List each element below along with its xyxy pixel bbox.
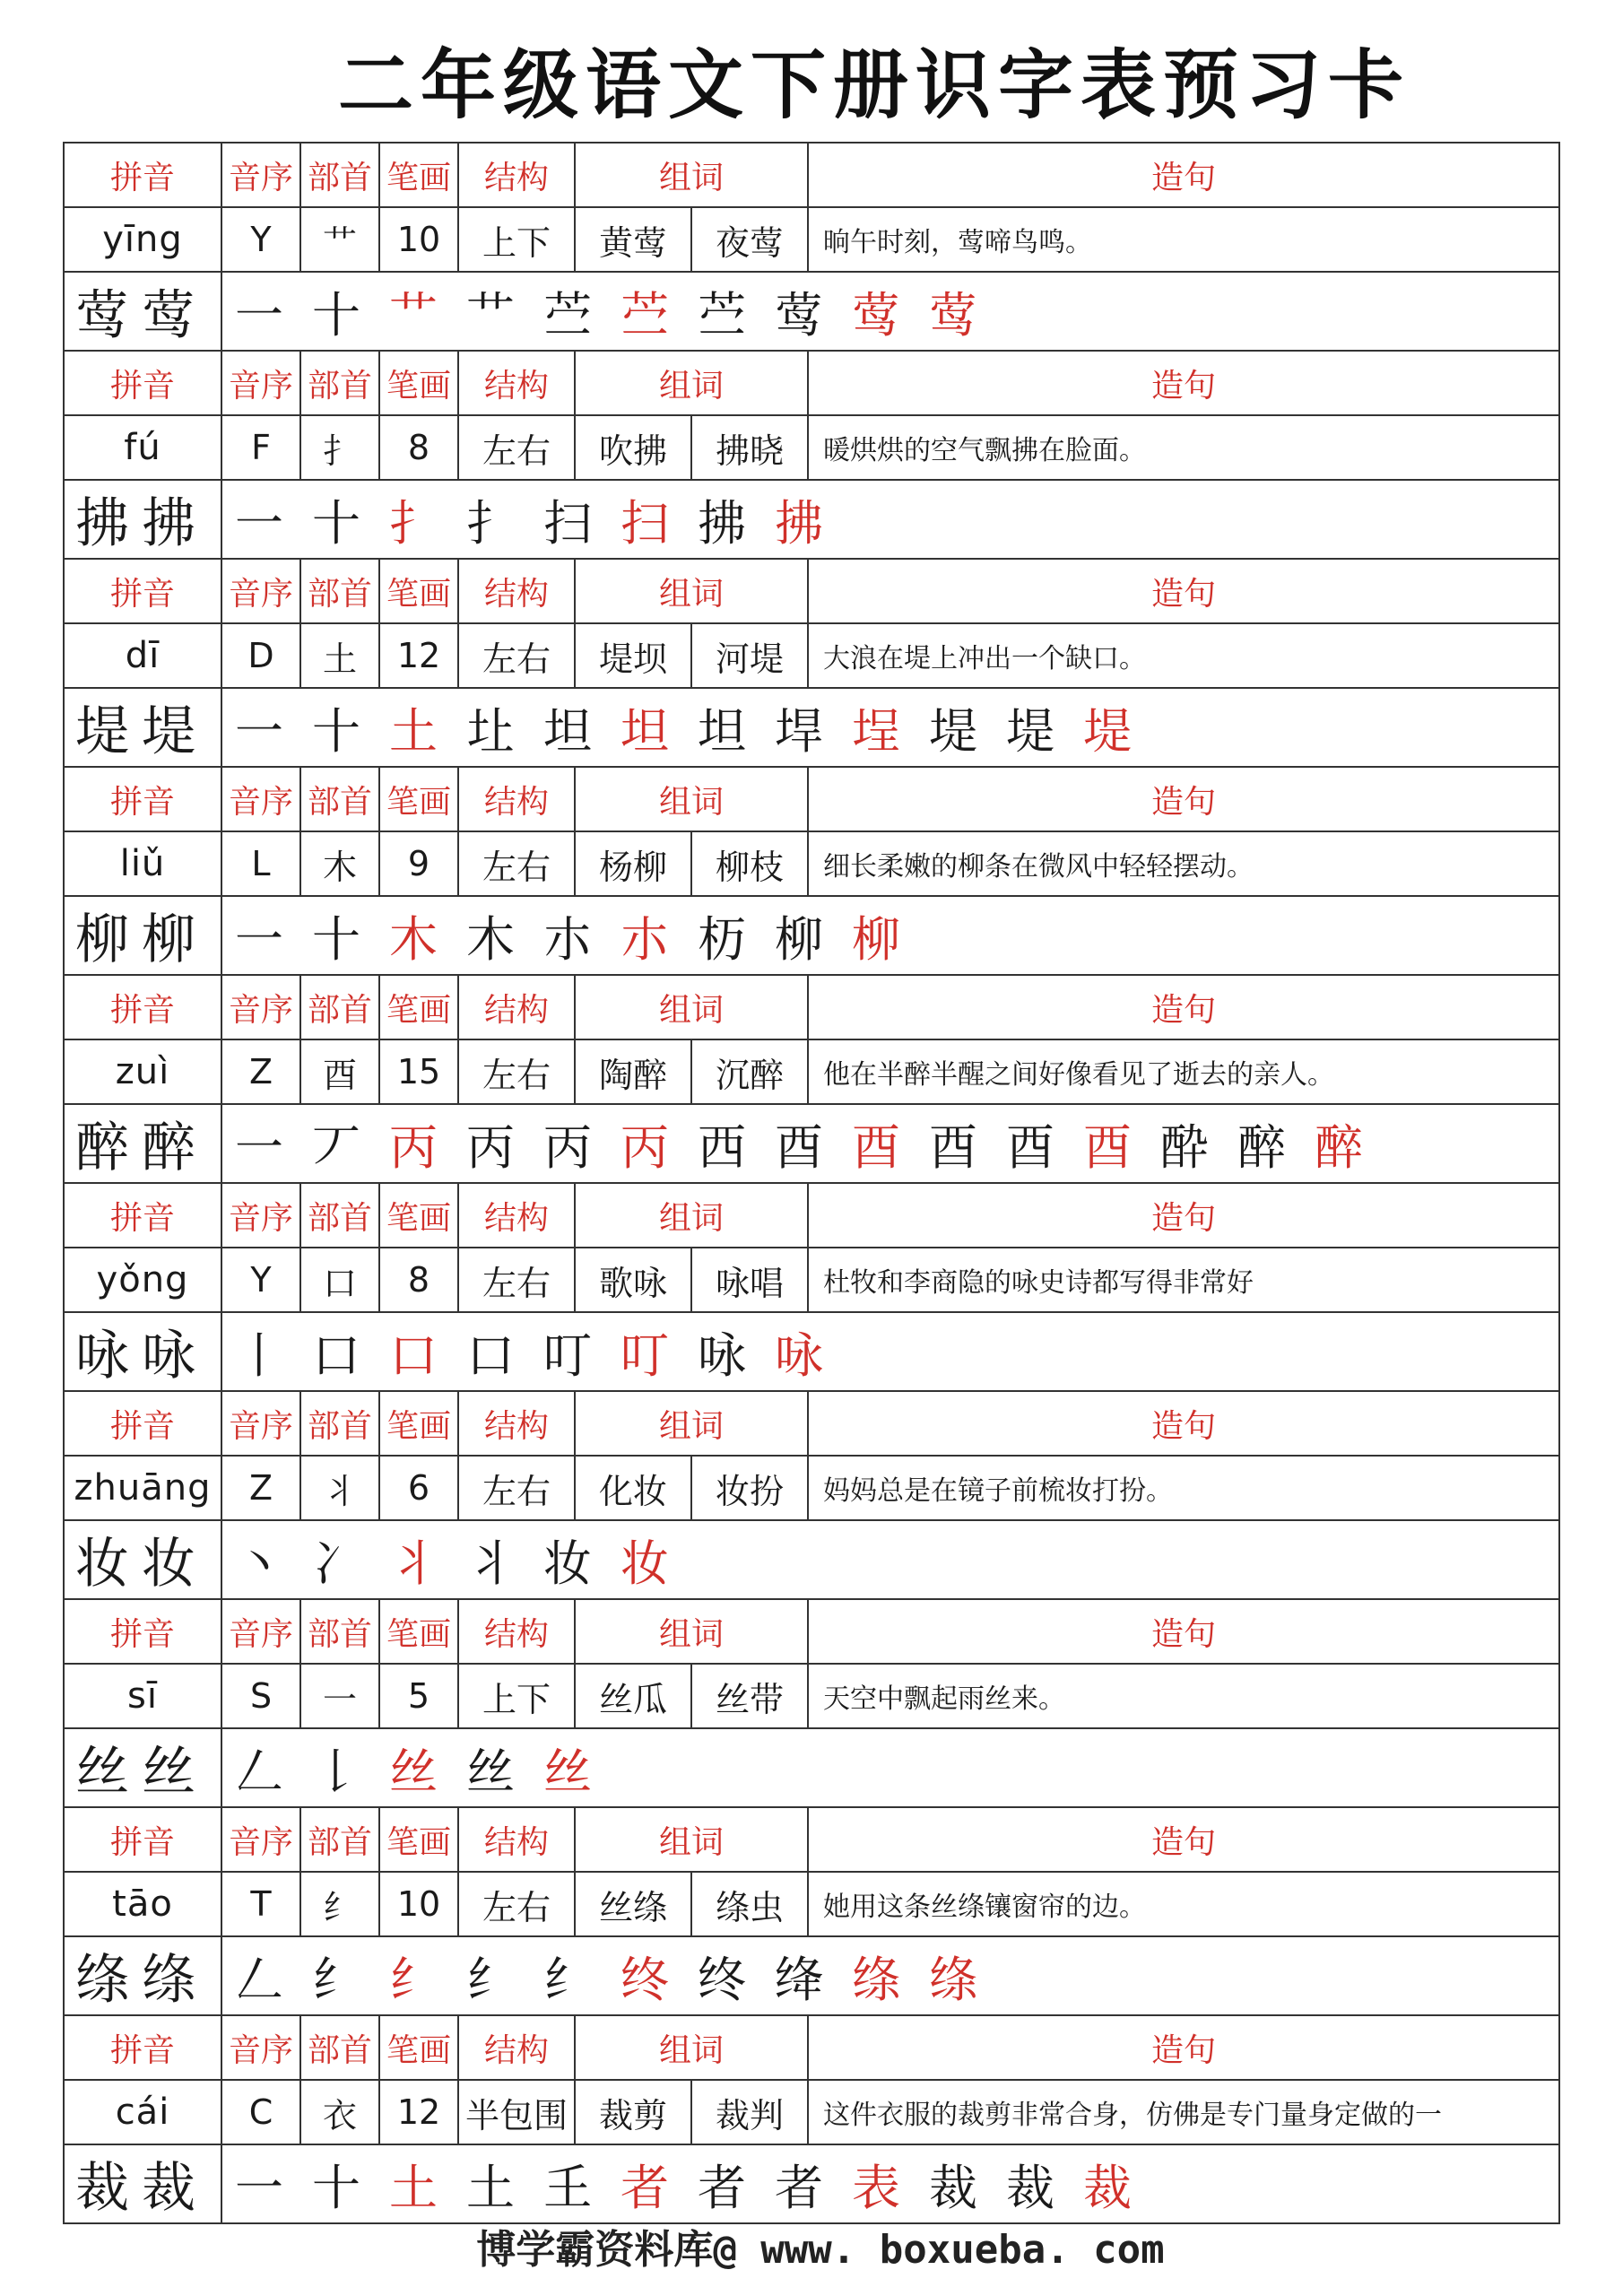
yinxu-cell: Z xyxy=(221,1456,300,1520)
stroke-step: 扌 xyxy=(466,494,531,552)
stroke-step: 圵 xyxy=(466,702,531,760)
header-jiegou: 结构 xyxy=(458,1599,575,1664)
header-pinyin: 拼音 xyxy=(64,1599,221,1664)
header-yinxu: 音序 xyxy=(221,1183,300,1248)
stroke-step: 酉 xyxy=(852,1118,916,1176)
stroke-step: 叮 xyxy=(543,1326,608,1384)
header-bihua: 笔画 xyxy=(379,351,458,415)
bushou-cell: 丬 xyxy=(300,1456,379,1520)
stroke-step: 朩 xyxy=(621,910,685,968)
stroke-step: 柳 xyxy=(852,910,916,968)
stroke-step: 堤 xyxy=(929,702,994,760)
character-cell: 妆妆 xyxy=(64,1520,221,1599)
header-yinxu: 音序 xyxy=(221,559,300,623)
stroke-order-cell xyxy=(221,1520,1559,1599)
word2-cell: 绦虫 xyxy=(691,1872,808,1936)
word2-cell: 丝带 xyxy=(691,1664,808,1728)
yinxu-cell: L xyxy=(221,831,300,896)
stroke-step: 妆 xyxy=(621,1535,685,1592)
stroke-row xyxy=(64,480,1559,559)
sentence-cell: 这件衣服的裁剪非常合身，仿佛是专门量身定做的一 xyxy=(808,2080,1559,2144)
jiegou-cell: 半包围 xyxy=(458,2080,575,2144)
stroke-step: 𡈼 xyxy=(543,2159,608,2216)
stroke-step: 者 xyxy=(775,2159,839,2216)
stroke-order-cell xyxy=(221,1936,1559,2015)
stroke-step: 木 xyxy=(466,910,531,968)
stroke-step: 口 xyxy=(312,1326,377,1384)
header-zuci: 组词 xyxy=(575,1183,808,1248)
bushou-cell: 木 xyxy=(300,831,379,896)
jiegou-cell: 左右 xyxy=(458,623,575,688)
header-bushou: 部首 xyxy=(300,143,379,207)
bushou-cell: 艹 xyxy=(300,207,379,272)
bushou-cell: 一 xyxy=(300,1664,379,1728)
stroke-step: 拂 xyxy=(775,494,839,552)
stroke-step: 十 xyxy=(312,2159,377,2216)
word2-cell: 柳枝 xyxy=(691,831,808,896)
stroke-row xyxy=(64,688,1559,767)
sentence-cell: 她用这条丝绦镶窗帘的边。 xyxy=(808,1872,1559,1936)
header-zaoju: 造句 xyxy=(808,2015,1559,2080)
bihua-cell: 10 xyxy=(379,207,458,272)
header-bushou: 部首 xyxy=(300,351,379,415)
stroke-step: 绛 xyxy=(775,1951,839,2008)
stroke-step: 一 xyxy=(235,2159,299,2216)
character-cell: 柳柳 xyxy=(64,896,221,975)
header-bihua: 笔画 xyxy=(379,1807,458,1872)
sentence-cell: 晌午时刻，莺啼鸟鸣。 xyxy=(808,207,1559,272)
stroke-row xyxy=(64,2144,1559,2223)
header-bushou: 部首 xyxy=(300,1183,379,1248)
header-zuci: 组词 xyxy=(575,2015,808,2080)
header-zuci: 组词 xyxy=(575,143,808,207)
pinyin-cell: zuì xyxy=(64,1039,221,1104)
header-pinyin: 拼音 xyxy=(64,1391,221,1456)
stroke-row xyxy=(64,1520,1559,1599)
page-title: 二年级语文下册识字表预习卡 xyxy=(337,41,1410,129)
stroke-order-cell xyxy=(221,1104,1559,1183)
character-cell: 拂拂 xyxy=(64,480,221,559)
stroke-step: 口 xyxy=(389,1326,454,1384)
header-zaoju: 造句 xyxy=(808,1391,1559,1456)
stroke-step: 坦 xyxy=(621,702,685,760)
header-bihua: 笔画 xyxy=(379,559,458,623)
stroke-order-cell xyxy=(221,1728,1559,1807)
header-yinxu: 音序 xyxy=(221,975,300,1039)
stroke-step: 酉 xyxy=(929,1118,994,1176)
jiegou-cell: 上下 xyxy=(458,1664,575,1728)
bushou-cell: 口 xyxy=(300,1248,379,1312)
stroke-step: 十 xyxy=(312,702,377,760)
bushou-cell: 酉 xyxy=(300,1039,379,1104)
header-zaoju: 造句 xyxy=(808,143,1559,207)
bihua-cell: 10 xyxy=(379,1872,458,1936)
header-zaoju: 造句 xyxy=(808,1807,1559,1872)
header-row xyxy=(64,2015,1559,2080)
header-bushou: 部首 xyxy=(300,1391,379,1456)
bihua-cell: 15 xyxy=(379,1039,458,1104)
stroke-row xyxy=(64,272,1559,351)
stroke-step: 丝 xyxy=(543,1743,608,1800)
stroke-step: 垾 xyxy=(775,702,839,760)
pinyin-cell: dī xyxy=(64,623,221,688)
header-zaoju: 造句 xyxy=(808,767,1559,831)
stroke-step: 终 xyxy=(698,1951,762,2008)
stroke-step: 一 xyxy=(235,910,299,968)
yinxu-cell: F xyxy=(221,415,300,480)
stroke-step: 十 xyxy=(312,910,377,968)
stroke-step: 终 xyxy=(621,1951,685,2008)
header-pinyin: 拼音 xyxy=(64,975,221,1039)
pinyin-cell: fú xyxy=(64,415,221,480)
stroke-step: 酔 xyxy=(1160,1118,1225,1176)
header-bihua: 笔画 xyxy=(379,975,458,1039)
header-pinyin: 拼音 xyxy=(64,1807,221,1872)
yinxu-cell: Y xyxy=(221,207,300,272)
word1-cell: 裁剪 xyxy=(575,2080,691,2144)
header-bihua: 笔画 xyxy=(379,1599,458,1664)
stroke-step: 堤 xyxy=(1083,702,1148,760)
stroke-step: 西 xyxy=(698,1118,762,1176)
header-bihua: 笔画 xyxy=(379,2015,458,2080)
header-bushou: 部首 xyxy=(300,1599,379,1664)
stroke-step: 咏 xyxy=(698,1326,762,1384)
stroke-step: 莺 xyxy=(929,286,994,344)
stroke-step: 纟 xyxy=(389,1951,454,2008)
stroke-step: 一 xyxy=(235,286,299,344)
stroke-step: 苎 xyxy=(543,286,608,344)
header-row xyxy=(64,1183,1559,1248)
pinyin-cell: liǔ xyxy=(64,831,221,896)
header-bushou: 部首 xyxy=(300,2015,379,2080)
jiegou-cell: 左右 xyxy=(458,415,575,480)
stroke-step: 丶 xyxy=(235,1535,299,1592)
stroke-step: 绦 xyxy=(929,1951,994,2008)
header-row xyxy=(64,1391,1559,1456)
sentence-cell: 天空中飘起雨丝来。 xyxy=(808,1664,1559,1728)
sentence-cell: 杜牧和李商隐的咏史诗都写得非常好 xyxy=(808,1248,1559,1312)
header-zuci: 组词 xyxy=(575,975,808,1039)
header-row xyxy=(64,1599,1559,1664)
word2-cell: 河堤 xyxy=(691,623,808,688)
pinyin-cell: yǒng xyxy=(64,1248,221,1312)
header-jiegou: 结构 xyxy=(458,2015,575,2080)
pinyin-cell: tāo xyxy=(64,1872,221,1936)
yinxu-cell: S xyxy=(221,1664,300,1728)
jiegou-cell: 左右 xyxy=(458,1456,575,1520)
jiegou-cell: 左右 xyxy=(458,1039,575,1104)
yinxu-cell: Y xyxy=(221,1248,300,1312)
stroke-step: 柳 xyxy=(775,910,839,968)
jiegou-cell: 左右 xyxy=(458,1248,575,1312)
header-jiegou: 结构 xyxy=(458,767,575,831)
character-cell: 裁裁 xyxy=(64,2144,221,2223)
sentence-cell: 妈妈总是在镜子前梳妆打扮。 xyxy=(808,1456,1559,1520)
stroke-step: 杤 xyxy=(698,910,762,968)
stroke-step: 艹 xyxy=(389,286,454,344)
stroke-step: 艹 xyxy=(466,286,531,344)
stroke-step: 纟 xyxy=(466,1951,531,2008)
stroke-step: 醉 xyxy=(1315,1118,1379,1176)
stroke-step: 丬 xyxy=(466,1535,531,1592)
header-zaoju: 造句 xyxy=(808,559,1559,623)
stroke-step: 丬 xyxy=(389,1535,454,1592)
stroke-step: 丙 xyxy=(466,1118,531,1176)
bushou-cell: 土 xyxy=(300,623,379,688)
stroke-step: 丆 xyxy=(312,1118,377,1176)
header-yinxu: 音序 xyxy=(221,1807,300,1872)
header-jiegou: 结构 xyxy=(458,143,575,207)
info-row xyxy=(64,623,1559,688)
stroke-step: 莺 xyxy=(852,286,916,344)
stroke-step: 拂 xyxy=(698,494,762,552)
stroke-row xyxy=(64,1936,1559,2015)
stroke-order-cell xyxy=(221,896,1559,975)
stroke-step: 酉 xyxy=(775,1118,839,1176)
bihua-cell: 8 xyxy=(379,1248,458,1312)
header-row xyxy=(64,559,1559,623)
header-zuci: 组词 xyxy=(575,767,808,831)
stroke-step: 裁 xyxy=(929,2159,994,2216)
stroke-step: 酉 xyxy=(1006,1118,1071,1176)
header-row xyxy=(64,975,1559,1039)
header-jiegou: 结构 xyxy=(458,559,575,623)
sentence-cell: 他在半醉半醒之间好像看见了逝去的亲人。 xyxy=(808,1039,1559,1104)
character-cell: 丝丝 xyxy=(64,1728,221,1807)
stroke-step: 纟 xyxy=(312,1951,377,2008)
word1-cell: 丝绦 xyxy=(575,1872,691,1936)
stroke-order-cell xyxy=(221,688,1559,767)
stroke-step: 一 xyxy=(235,702,299,760)
stroke-step: 妆 xyxy=(543,1535,608,1592)
stroke-step: 木 xyxy=(389,910,454,968)
bihua-cell: 12 xyxy=(379,2080,458,2144)
stroke-step: 一 xyxy=(235,494,299,552)
stroke-step: 𠃋 xyxy=(235,1743,299,1800)
header-zaoju: 造句 xyxy=(808,1599,1559,1664)
stroke-step: 土 xyxy=(389,702,454,760)
stroke-order-cell xyxy=(221,272,1559,351)
word2-cell: 裁判 xyxy=(691,2080,808,2144)
preview-card-table xyxy=(63,142,1560,2224)
character-cell: 绦绦 xyxy=(64,1936,221,2015)
word1-cell: 丝瓜 xyxy=(575,1664,691,1728)
header-zaoju: 造句 xyxy=(808,1183,1559,1248)
header-yinxu: 音序 xyxy=(221,1391,300,1456)
stroke-step: 者 xyxy=(621,2159,685,2216)
stroke-step: 表 xyxy=(852,2159,916,2216)
stroke-step: 扌 xyxy=(389,494,454,552)
header-zuci: 组词 xyxy=(575,1599,808,1664)
info-row xyxy=(64,1039,1559,1104)
stroke-step: 土 xyxy=(466,2159,531,2216)
word1-cell: 堤坝 xyxy=(575,623,691,688)
header-zuci: 组词 xyxy=(575,351,808,415)
stroke-row xyxy=(64,896,1559,975)
stroke-step: 丝 xyxy=(466,1743,531,1800)
header-yinxu: 音序 xyxy=(221,2015,300,2080)
jiegou-cell: 上下 xyxy=(458,207,575,272)
info-row xyxy=(64,1248,1559,1312)
stroke-step: 扫 xyxy=(543,494,608,552)
stroke-step: 裁 xyxy=(1083,2159,1148,2216)
bushou-cell: 扌 xyxy=(300,415,379,480)
sentence-cell: 大浪在堤上冲出一个缺口。 xyxy=(808,623,1559,688)
stroke-step: 裁 xyxy=(1006,2159,1071,2216)
word1-cell: 杨柳 xyxy=(575,831,691,896)
yinxu-cell: D xyxy=(221,623,300,688)
header-jiegou: 结构 xyxy=(458,975,575,1039)
stroke-step: 口 xyxy=(466,1326,531,1384)
info-row xyxy=(64,831,1559,896)
stroke-step: 丨 xyxy=(235,1326,299,1384)
word1-cell: 黄莺 xyxy=(575,207,691,272)
header-bihua: 笔画 xyxy=(379,767,458,831)
word2-cell: 咏唱 xyxy=(691,1248,808,1312)
word2-cell: 拂晓 xyxy=(691,415,808,480)
header-yinxu: 音序 xyxy=(221,143,300,207)
pinyin-cell: yīng xyxy=(64,207,221,272)
stroke-step: 冫 xyxy=(312,1535,377,1592)
sentence-cell: 细长柔嫩的柳条在微风中轻轻摆动。 xyxy=(808,831,1559,896)
info-row xyxy=(64,2080,1559,2144)
pinyin-cell: zhuāng xyxy=(64,1456,221,1520)
stroke-step: 堤 xyxy=(1006,702,1071,760)
stroke-step: 苎 xyxy=(621,286,685,344)
yinxu-cell: T xyxy=(221,1872,300,1936)
header-zaoju: 造句 xyxy=(808,351,1559,415)
stroke-step: 埕 xyxy=(852,702,916,760)
stroke-order-cell xyxy=(221,2144,1559,2223)
stroke-step: 十 xyxy=(312,494,377,552)
word1-cell: 吹拂 xyxy=(575,415,691,480)
stroke-step: 丝 xyxy=(389,1743,454,1800)
stroke-step: 一 xyxy=(235,1118,299,1176)
header-pinyin: 拼音 xyxy=(64,143,221,207)
footer-watermark: 博学霸资料库@ www. boxueba. com xyxy=(476,2227,1165,2273)
header-row xyxy=(64,1807,1559,1872)
stroke-step: 丙 xyxy=(543,1118,608,1176)
bihua-cell: 8 xyxy=(379,415,458,480)
pinyin-cell: cái xyxy=(64,2080,221,2144)
yinxu-cell: C xyxy=(221,2080,300,2144)
info-row xyxy=(64,207,1559,272)
stroke-step: 绦 xyxy=(852,1951,916,2008)
pinyin-cell: sī xyxy=(64,1664,221,1728)
stroke-step: 丙 xyxy=(621,1118,685,1176)
header-jiegou: 结构 xyxy=(458,1807,575,1872)
word2-cell: 沉醉 xyxy=(691,1039,808,1104)
header-bushou: 部首 xyxy=(300,975,379,1039)
header-bihua: 笔画 xyxy=(379,1391,458,1456)
character-cell: 醉醉 xyxy=(64,1104,221,1183)
stroke-step: 咏 xyxy=(775,1326,839,1384)
stroke-step: 纟 xyxy=(543,1951,608,2008)
stroke-step: 者 xyxy=(698,2159,762,2216)
header-pinyin: 拼音 xyxy=(64,559,221,623)
stroke-step: 酉 xyxy=(1083,1118,1148,1176)
stroke-step: 坦 xyxy=(698,702,762,760)
jiegou-cell: 左右 xyxy=(458,831,575,896)
header-zuci: 组词 xyxy=(575,1391,808,1456)
info-row xyxy=(64,1456,1559,1520)
jiegou-cell: 左右 xyxy=(458,1872,575,1936)
stroke-row xyxy=(64,1104,1559,1183)
header-pinyin: 拼音 xyxy=(64,2015,221,2080)
header-jiegou: 结构 xyxy=(458,351,575,415)
header-zuci: 组词 xyxy=(575,559,808,623)
info-row xyxy=(64,1664,1559,1728)
header-row xyxy=(64,767,1559,831)
stroke-step: 醉 xyxy=(1237,1118,1302,1176)
header-bushou: 部首 xyxy=(300,1807,379,1872)
stroke-step: 苎 xyxy=(698,286,762,344)
header-row xyxy=(64,351,1559,415)
bushou-cell: 纟 xyxy=(300,1872,379,1936)
stroke-step: 十 xyxy=(312,286,377,344)
stroke-step: 朩 xyxy=(543,910,608,968)
bihua-cell: 6 xyxy=(379,1456,458,1520)
character-cell: 莺莺 xyxy=(64,272,221,351)
stroke-step: 𠄌 xyxy=(312,1743,377,1800)
stroke-step: 丙 xyxy=(389,1118,454,1176)
info-row xyxy=(64,1872,1559,1936)
word1-cell: 歌咏 xyxy=(575,1248,691,1312)
header-pinyin: 拼音 xyxy=(64,1183,221,1248)
stroke-step: 坦 xyxy=(543,702,608,760)
bihua-cell: 5 xyxy=(379,1664,458,1728)
sentence-cell: 暖烘烘的空气飘拂在脸面。 xyxy=(808,415,1559,480)
stroke-row xyxy=(64,1312,1559,1391)
header-jiegou: 结构 xyxy=(458,1183,575,1248)
bihua-cell: 12 xyxy=(379,623,458,688)
header-yinxu: 音序 xyxy=(221,1599,300,1664)
stroke-step: 土 xyxy=(389,2159,454,2216)
header-bushou: 部首 xyxy=(300,767,379,831)
stroke-step: 扫 xyxy=(621,494,685,552)
character-cell: 堤堤 xyxy=(64,688,221,767)
header-zaoju: 造句 xyxy=(808,975,1559,1039)
yinxu-cell: Z xyxy=(221,1039,300,1104)
info-row xyxy=(64,415,1559,480)
stroke-order-cell xyxy=(221,1312,1559,1391)
word1-cell: 陶醉 xyxy=(575,1039,691,1104)
header-pinyin: 拼音 xyxy=(64,351,221,415)
stroke-step: 叮 xyxy=(621,1326,685,1384)
stroke-row xyxy=(64,1728,1559,1807)
header-row xyxy=(64,143,1559,207)
header-bihua: 笔画 xyxy=(379,143,458,207)
header-jiegou: 结构 xyxy=(458,1391,575,1456)
header-zuci: 组词 xyxy=(575,1807,808,1872)
character-cell: 咏咏 xyxy=(64,1312,221,1391)
bihua-cell: 9 xyxy=(379,831,458,896)
stroke-step: 莺 xyxy=(775,286,839,344)
word1-cell: 化妆 xyxy=(575,1456,691,1520)
word2-cell: 妆扮 xyxy=(691,1456,808,1520)
header-bushou: 部首 xyxy=(300,559,379,623)
word2-cell: 夜莺 xyxy=(691,207,808,272)
header-pinyin: 拼音 xyxy=(64,767,221,831)
stroke-order-cell xyxy=(221,480,1559,559)
header-bihua: 笔画 xyxy=(379,1183,458,1248)
stroke-step: 𠃋 xyxy=(235,1951,299,2008)
bushou-cell: 衣 xyxy=(300,2080,379,2144)
header-yinxu: 音序 xyxy=(221,351,300,415)
header-yinxu: 音序 xyxy=(221,767,300,831)
